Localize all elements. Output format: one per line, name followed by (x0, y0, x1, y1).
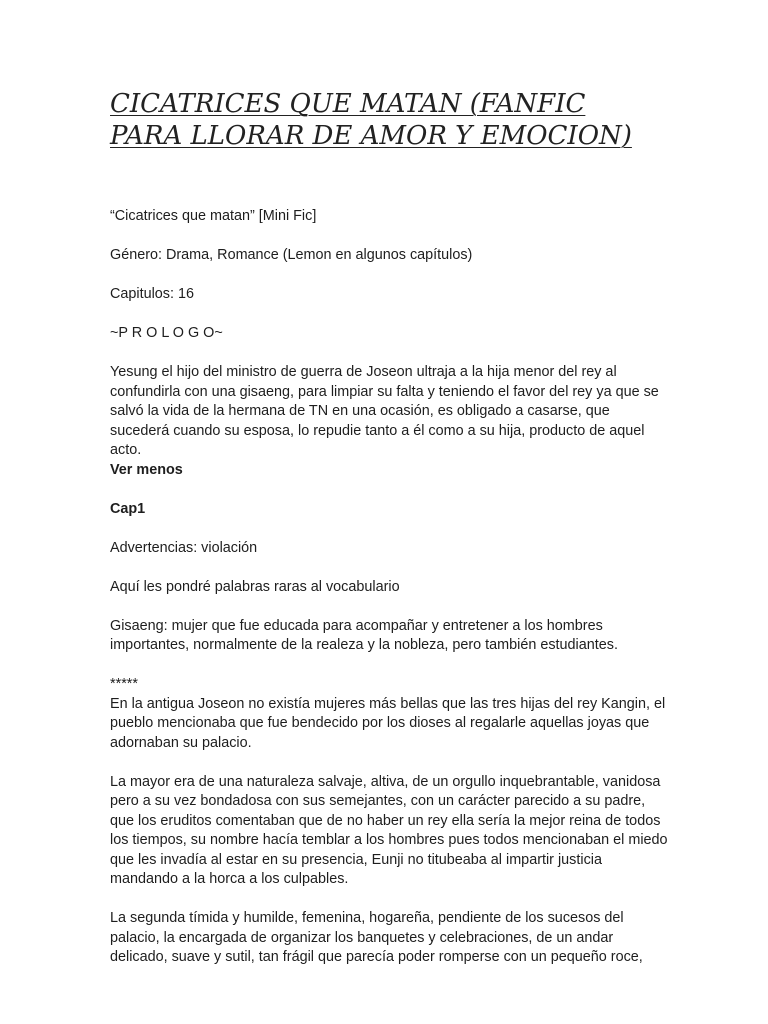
title-line-2: PARA LLORAR DE AMOR Y EMOCION) (110, 121, 632, 151)
vocabulary-intro: Aquí les pondré palabras raras al vocabulario (110, 578, 400, 595)
story-paragraph-3: La segunda tímida y humilde, femenina, hogareña, pendiente de los sucesos del palacio, la encargada de organizar los banquetes y celebraciones, de un andar delicado, suave y sutil, tan frágil que parecía poder romperse con un pequeño roce, (110, 910, 643, 965)
document-body (110, 207, 670, 968)
prologue-text: Yesung el hijo del ministro de guerra de Joseon ultraja a la hija menor del rey al confundirla con una gisaeng, para limpiar su falta y teniendo el favor del rey ya que se salvó la vida de la hermana de TN en una ocasión, es obligado a casarse, que sucederá cuando su esposa, lo repudie tanto a él como a su hija, producto de aquel acto. (110, 364, 659, 458)
document-title (110, 88, 710, 152)
prologue-heading: ~P R O L O G O~ (110, 325, 223, 341)
section-separator: ***** (110, 676, 139, 692)
story-paragraph-2: La mayor era de una naturaleza salvaje, altiva, de un orgullo inquebrantable, vanidosa pero a su vez bondadosa con sus semejantes, con un carácter parecido a su padre, que los eruditos comentaban que de no haber un rey ella sería la mejor reina de todos los tiempos, su nombre hacía temblar a los hombres pues todos mencionaban el miedo que les invadía al estar en su presencia, Eunji no titubeaba al impartir justicia mandando a la horca a los culpables. (110, 773, 668, 887)
title-line-1: CICATRICES QUE MATAN (FANFIC (110, 89, 586, 119)
see-less-link[interactable]: Ver menos (110, 461, 183, 478)
chapters-line: Capitulos: 16 (110, 286, 194, 302)
warnings-line: Advertencias: violación (110, 539, 258, 556)
story-paragraph-1: En la antigua Joseon no existía mujeres más bellas que las tres hijas del rey Kangin, el pueblo mencionaba que fue bendecido por los dioses al regalarle aquellas joyas que adornaban su palacio. (110, 695, 666, 751)
mini-fic-line: “Cicatrices que matan” [Mini Fic] (110, 208, 317, 224)
genre-line: Género: Drama, Romance (Lemon en algunos capítulos) (110, 247, 473, 263)
gisaeng-definition: Gisaeng: mujer que fue educada para acompañar y entretener a los hombres importantes, normalmente de la realeza y la nobleza, pero también estudiantes. (110, 617, 618, 653)
chapter-heading: Cap1 (110, 500, 146, 517)
